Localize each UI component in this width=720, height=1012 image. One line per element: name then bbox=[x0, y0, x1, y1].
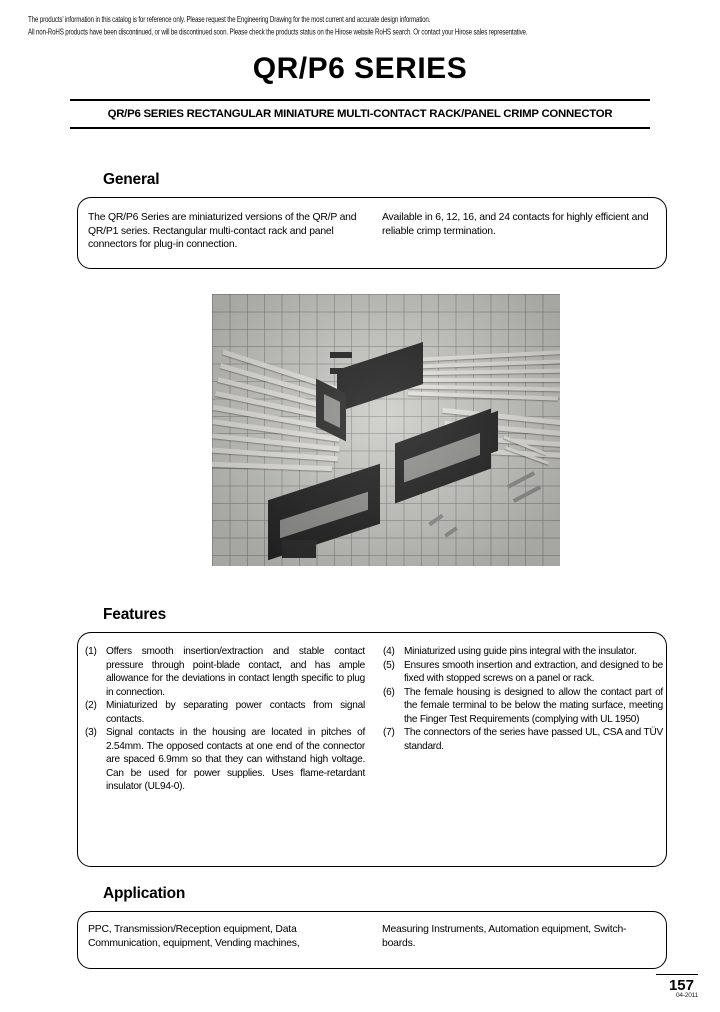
application-left-text: PPC, Transmission/Reception equipment, Data Communication, equipment, Vending machines, bbox=[88, 924, 300, 949]
feature-number: (7) bbox=[383, 727, 395, 738]
feature-number: (1) bbox=[85, 646, 97, 657]
feature-item bbox=[85, 645, 365, 699]
feature-number: (2) bbox=[85, 700, 97, 711]
title-divider-bottom bbox=[70, 127, 650, 129]
general-columns bbox=[88, 211, 658, 252]
feature-number: (6) bbox=[383, 686, 395, 698]
feature-text: Signal contacts in the housing are located in pitches of 2.54mm. The opposed contacts at one end of the connector are spaced 6.9mm so that they can withstand high voltage. Can be used for power supplies. Uses flame-retardant insulator (UL94-0). bbox=[106, 727, 365, 792]
section-heading-general: General bbox=[103, 171, 160, 188]
general-right-text: Available in 6, 12, 16, and 24 contacts for highly efficient and reliable crimp termination. bbox=[382, 212, 649, 237]
disclaimer-line-2: All non-RoHS products have been discontinued, or will be discontinued soon. Please check the products status on the Hirose website RoHS search. Or contact your Hirose sales representative. bbox=[28, 27, 528, 37]
section-heading-features: Features bbox=[103, 606, 167, 623]
page-date: 04-2011 bbox=[676, 992, 698, 999]
feature-item bbox=[383, 645, 663, 659]
feature-item bbox=[383, 686, 663, 727]
page-title: QR/P6 SERIES bbox=[252, 52, 468, 85]
feature-text: The connectors of the series have passed UL, CSA and TÜV standard. bbox=[404, 727, 663, 752]
features-columns bbox=[85, 645, 663, 794]
feature-text: Ensures smooth insertion and extraction, and designed to be fixed with stopped screws on a panel or rack. bbox=[404, 659, 663, 684]
feature-item bbox=[85, 726, 365, 794]
feature-text: Offers smooth insertion/extraction and stable contact pressure through point-blade contact, and has ample allowance for the deviations in contact length specific to plug in connection. bbox=[106, 646, 365, 698]
feature-text: The female housing is designed to allow the contact part of the female terminal to be below the mating surface, meeting the Finger Test Requirements (complying with UL 1950) bbox=[404, 686, 663, 725]
section-heading-application: Application bbox=[103, 885, 186, 902]
title-divider-top bbox=[70, 99, 650, 101]
features-right-column bbox=[383, 645, 663, 794]
feature-item bbox=[85, 699, 365, 726]
feature-number: (3) bbox=[85, 727, 97, 738]
product-photo bbox=[212, 294, 560, 566]
photo-vignette bbox=[212, 294, 560, 566]
feature-text: Miniaturized by separating power contacts from signal contacts. bbox=[106, 700, 365, 725]
feature-text: Miniaturized using guide pins integral with the insulator. bbox=[404, 646, 637, 657]
general-left-text: The QR/P6 Series are miniaturized versions of the QR/P and QR/P1 series. Rectangular multi-contact rack and panel connectors for plug-in connection. bbox=[88, 212, 357, 251]
feature-item bbox=[383, 659, 663, 686]
application-right-text: Measuring Instruments, Automation equipment, Switch-boards. bbox=[382, 924, 627, 949]
page-number: 157 bbox=[668, 977, 694, 994]
page-subtitle: QR/P6 SERIES RECTANGULAR MINIATURE MULTI-CONTACT RACK/PANEL CRIMP CONNECTOR bbox=[107, 108, 613, 120]
application-columns bbox=[88, 923, 658, 950]
disclaimer-line-1: The products' information in this catalog is for reference only. Please request the Engineering Drawing for the most current and accurate design information. bbox=[28, 15, 431, 25]
disclaimer-block bbox=[28, 14, 696, 38]
feature-number: (5) bbox=[383, 659, 395, 671]
features-left-column bbox=[85, 645, 365, 794]
feature-item bbox=[383, 726, 663, 753]
footer-divider bbox=[656, 974, 698, 975]
feature-number: (4) bbox=[383, 646, 395, 657]
